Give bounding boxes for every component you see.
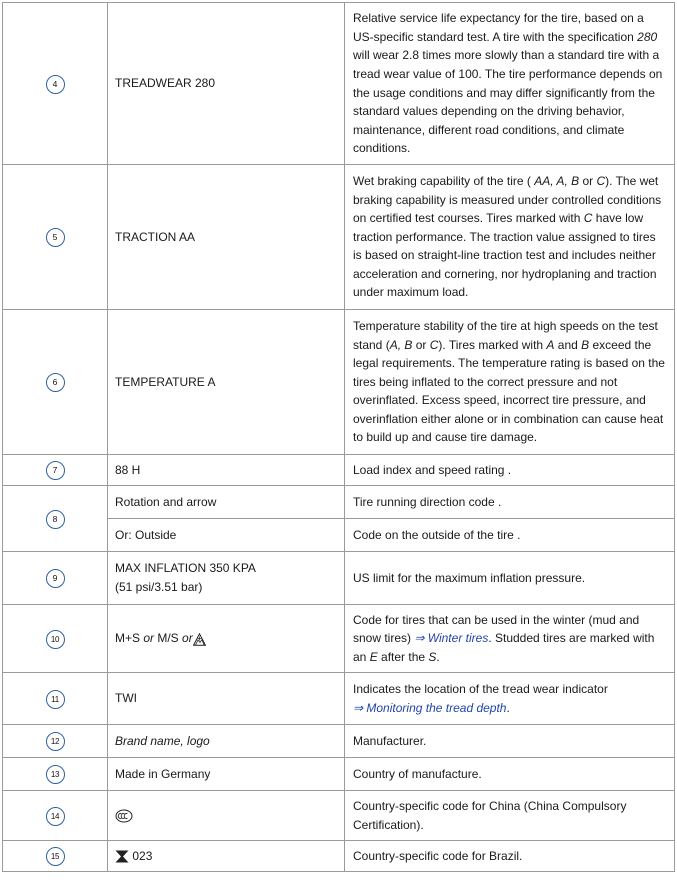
callout-number: 6 [46,373,65,392]
tread-depth-link[interactable]: ⇒ Monitoring the tread depth [353,700,507,715]
callout-number: 11 [46,690,65,709]
table-row [3,841,675,872]
marking-description: Load index and speed rating . [345,455,675,486]
marking-description: Code for tires that can be used in the winter (mud and snow tires) ⇒ Winter tires. Studded tires are marked with an E after the S. [345,605,675,673]
callout-number: 13 [46,765,65,784]
marking-label: 023 [108,841,345,872]
marking-label: TREADWEAR 280 [108,3,345,165]
marking-description: US limit for the maximum inflation pressure. [345,552,675,605]
marking-description: Manufacturer. [345,725,675,758]
marking-label: Brand name, logo [108,725,345,758]
table-row [3,455,675,486]
table-row [3,552,675,605]
marking-description: Tire running direction code . [345,486,675,519]
callout-number: 9 [46,569,65,588]
marking-description: Temperature stability of the tire at high speeds on the test stand (A, B or C). Tires marked with A and B exceed the legal requirements. The temperature rating is based on the tires being inflated to the correct pressure and not overinflated. Excess speed, incorrect tire pressure, and overinflation either alone or in combination can cause heat to build up and cause tire damage. [345,310,675,455]
callout-number: 14 [46,807,65,826]
table-row [3,310,675,455]
marking-label: M+S or M/S or [108,605,345,673]
tire-markings-table [2,2,675,872]
callout-number: 8 [46,510,65,529]
marking-description: Country-specific code for China (China Compulsory Certification). [345,791,675,841]
marking-description: Code on the outside of the tire . [345,519,675,552]
marking-description: Relative service life expectancy for the tire, based on a US-specific standard test. A tire with the specification 280 will wear 2.8 times more slowly than a standard tire with a tread wear value of 100. The tire performance depends on the usage conditions and may differ significantly from the standard values depending on the driving behavior, maintenance, different road conditions, and climate conditions. [345,3,675,165]
marking-label: MAX INFLATION 350 KPA (51 psi/3.51 bar) [108,552,345,605]
ccc-mark-icon [115,809,133,823]
marking-description: Country-specific code for Brazil. [345,841,675,872]
snowflake-mountain-icon [193,633,206,646]
marking-label: TWI [108,673,345,725]
callout-number: 5 [46,228,65,247]
callout-number: 15 [46,847,65,866]
marking-label: TRACTION AA [108,165,345,310]
marking-label: Made in Germany [108,758,345,791]
table-row [3,605,675,673]
table-row [3,165,675,310]
marking-description: Indicates the location of the tread wear indicator ⇒ Monitoring the tread depth. [345,673,675,725]
table-row [3,3,675,165]
marking-label: Rotation and arrow [108,486,345,519]
callout-number: 12 [46,732,65,751]
table-row [3,725,675,758]
callout-number: 7 [46,461,65,480]
table-row [3,486,675,519]
marking-label: Or: Outside [108,519,345,552]
callout-number: 4 [46,75,65,94]
marking-description: Country of manufacture. [345,758,675,791]
marking-description: Wet braking capability of the tire ( AA, A, B or C). The wet braking capability is measured under controlled conditions on certified test courses. Tires marked with C have low traction performance. The traction value assigned to tires is based on straight-line traction test and includes neither acceleration and cornering, nor hydroplaning and traction under maximum load. [345,165,675,310]
table-row [3,673,675,725]
marking-label [108,791,345,841]
table-row [3,758,675,791]
winter-tires-link[interactable]: ⇒ Winter tires [414,631,489,646]
table-row [3,791,675,841]
marking-label: TEMPERATURE A [108,310,345,455]
callout-number: 10 [46,630,65,649]
marking-label: 88 H [108,455,345,486]
inmetro-mark-icon [115,850,129,863]
